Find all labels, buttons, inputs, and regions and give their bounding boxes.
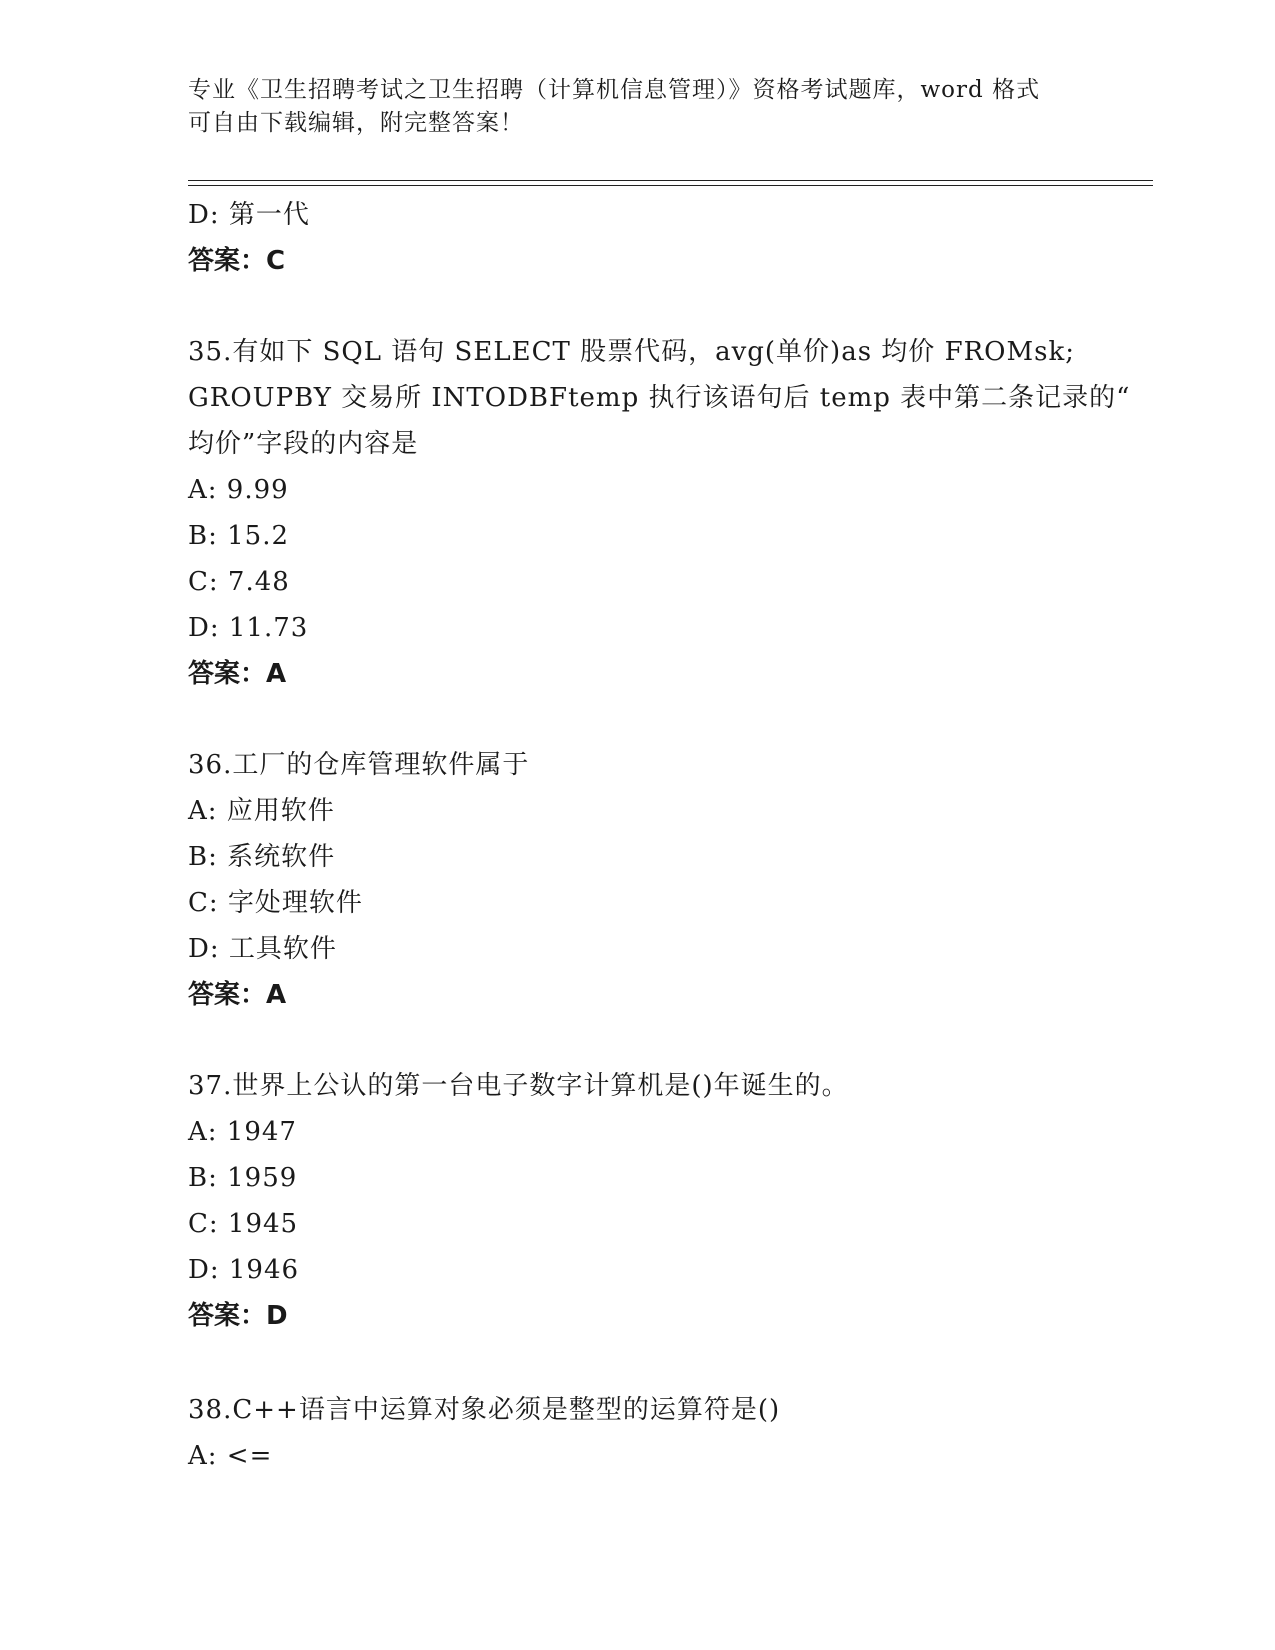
option-c: C: 1945 [188, 1209, 299, 1239]
question-38 [188, 1387, 1088, 1479]
previous-question-tail [188, 192, 1088, 284]
question-stem: 38.C++语言中运算对象必须是整型的运算符是() [188, 1395, 781, 1425]
option-a: A: 1947 [188, 1117, 297, 1147]
option-d: D: 11.73 [188, 613, 309, 643]
question-36 [188, 742, 1088, 1018]
option-d: D: 第一代 [188, 200, 310, 230]
header-line-1: 专业《卫生招聘考试之卫生招聘（计算机信息管理）》资格考试题库，word 格式 [188, 77, 1041, 103]
option-b: B: 系统软件 [188, 842, 336, 872]
question-stem: 36.工厂的仓库管理软件属于 [188, 750, 530, 780]
option-d: D: 1946 [188, 1255, 300, 1285]
option-d: D: 工具软件 [188, 934, 337, 964]
option-b: B: 1959 [188, 1163, 298, 1193]
answer-line: 答案：C [188, 246, 286, 276]
header-rule-top [188, 180, 1153, 181]
spacer [188, 1018, 1088, 1063]
question-list [188, 192, 1131, 1479]
spacer [188, 1339, 1088, 1387]
question-stem: 37.世界上公认的第一台电子数字计算机是()年诞生的。 [188, 1071, 849, 1101]
spacer [188, 284, 1088, 329]
spacer [188, 697, 1088, 742]
answer-line: 答案：A [188, 659, 287, 689]
option-a: A: 应用软件 [188, 796, 335, 826]
answer-line: 答案：D [188, 1301, 288, 1331]
header-rule-bottom [188, 185, 1153, 186]
document-header [188, 74, 1068, 140]
question-stem-line-1: 35.有如下 SQL 语句 SELECT 股票代码，avg(单价)as 均价 FROMsk; [188, 337, 1075, 367]
question-35 [188, 329, 1131, 697]
question-37 [188, 1063, 1088, 1339]
option-c: C: 字处理软件 [188, 888, 363, 918]
option-c: C: 7.48 [188, 567, 290, 597]
question-stem-line-2: GROUPBY 交易所 INTODBFtemp 执行该语句后 temp 表中第二条记录的“ [188, 383, 1131, 413]
header-line-2: 可自由下载编辑，附完整答案！ [188, 110, 524, 136]
answer-line: 答案：A [188, 980, 287, 1010]
option-a: A: <= [188, 1441, 273, 1471]
option-b: B: 15.2 [188, 521, 290, 551]
option-a: A: 9.99 [188, 475, 289, 505]
question-stem-line-3: 均价”字段的内容是 [188, 429, 419, 459]
